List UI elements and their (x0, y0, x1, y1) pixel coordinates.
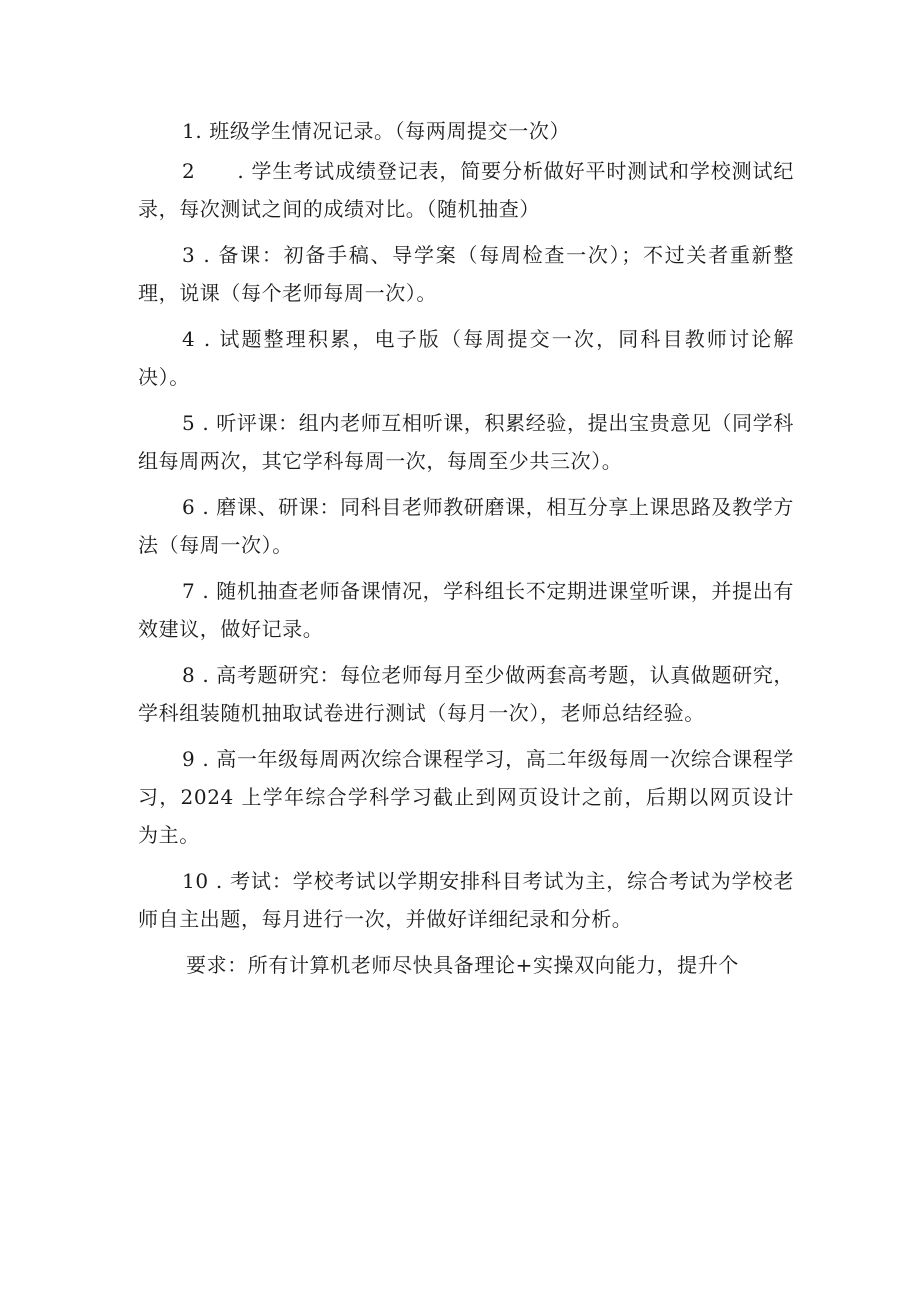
paragraph-item-7: 7 . 随机抽查老师备课情况，学科组长不定期进课堂听课，并提出有效建议，做好记录。 (138, 579, 794, 641)
requirement-paragraph: 要求：所有计算机老师尽快具备理论+实操双向能力，提升个 (186, 953, 739, 977)
paragraph-item-8: 8 . 高考题研究：每位老师每月至少做两套高考题，认真做题研究，学科组装随机抽取试卷进行测试（每月一次），老师总结经验。 (138, 663, 794, 725)
paragraph-item-1: 1. 班级学生情况记录。（每两周提交一次） (182, 119, 571, 143)
document-page (138, 112, 794, 992)
paragraph-item-3: 3 . 备课：初备手稿、导学案（每周检查一次）；不过关者重新整理，说课（每个老师每周一次）。 (138, 243, 794, 305)
paragraph-item-9: 9 . 高一年级每周两次综合课程学习，高二年级每周一次综合课程学习，2024 上学年综合学科学习截止到网页设计之前，后期以网页设计为主。 (138, 747, 794, 847)
paragraph-item-5: 5 . 听评课：组内老师互相听课，积累经验，提出宝贵意见（同学科组每周两次，其它学科每周一次，每周至少共三次）。 (138, 411, 794, 473)
paragraph-item-10: 10 . 考试：学校考试以学期安排科目考试为主，综合考试为学校老师自主出题，每月进行一次，并做好详细纪录和分析。 (138, 869, 794, 931)
paragraph-item-4: 4 . 试题整理积累，电子版（每周提交一次，同科目教师讨论解决）。 (138, 327, 794, 389)
paragraph-item-2: 2 . 学生考试成绩登记表，简要分析做好平时测试和学校测试纪录，每次测试之间的成绩对比。（随机抽查） (138, 159, 794, 221)
paragraph-item-6: 6 . 磨课、研课：同科目老师教研磨课，相互分享上课思路及教学方法（每周一次）。 (138, 495, 794, 557)
